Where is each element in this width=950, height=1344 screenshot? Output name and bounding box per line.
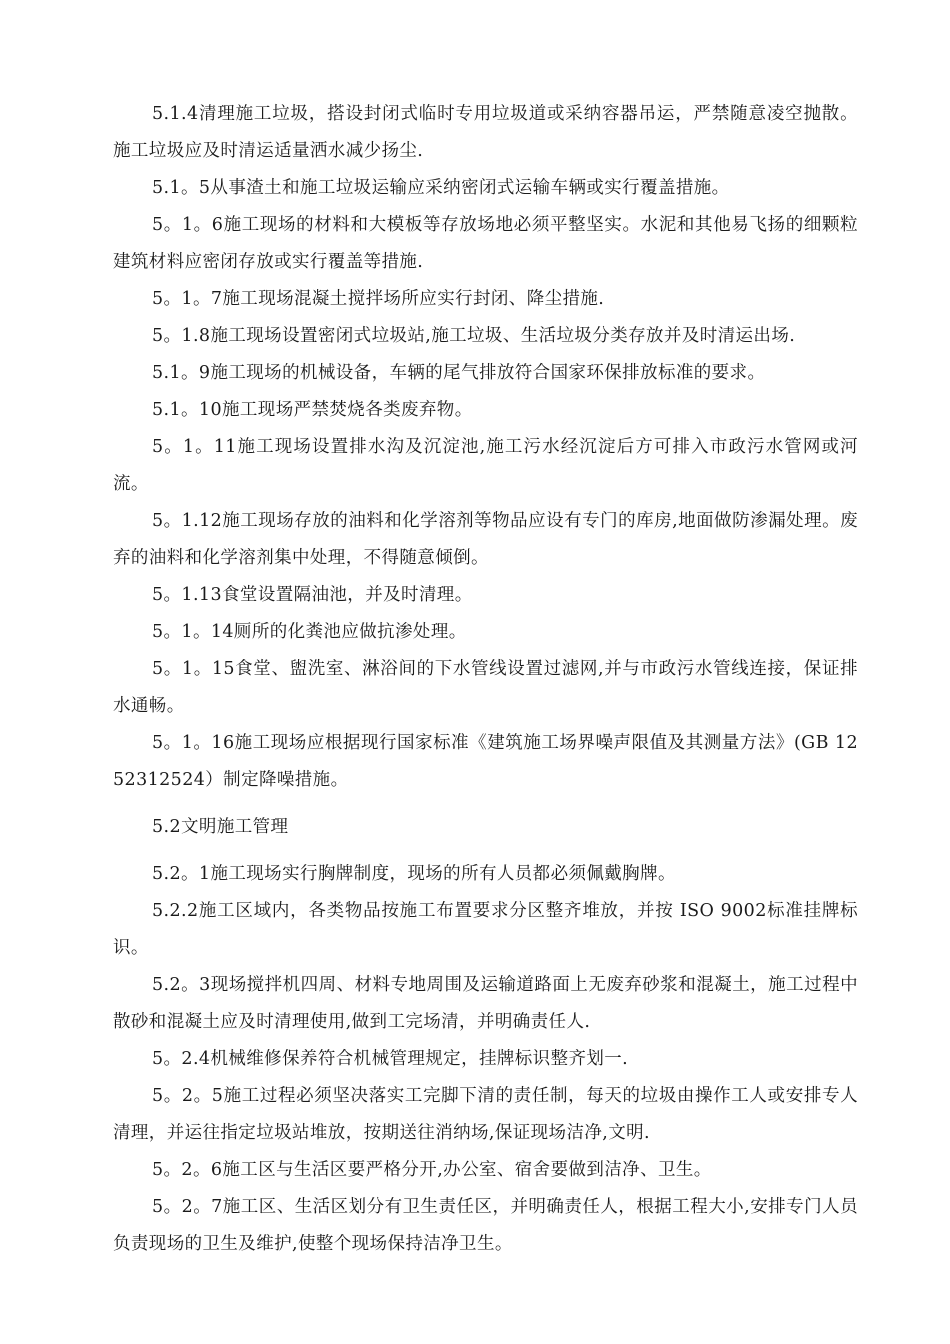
paragraph-5-1-14: 5。1。14厕所的化粪池应做抗渗处理。: [152, 622, 467, 642]
document-body: [113, 96, 858, 1263]
paragraph-5-1-9: 5.1。9施工现场的机械设备，车辆的尾气排放符合国家环保排放标准的要求。: [152, 363, 766, 383]
paragraph-5-2-3: 5.2。3现场搅拌机四周、材料专地周围及运输道路面上无废弃砂浆和混凝土，施工过程中散砂和混凝土应及时清理使用,做到工完场清，并明确责任人.: [113, 975, 858, 1032]
section-heading-5-2: 5.2文明施工管理: [152, 817, 289, 837]
paragraph-5-2-2: 5.2.2施工区域内，各类物品按施工布置要求分区整齐堆放，并按 ISO 9002标准挂牌标识。: [113, 901, 858, 958]
paragraph-5-1-5: 5.1。5从事渣土和施工垃圾运输应采纳密闭式运输车辆或实行覆盖措施。: [152, 178, 730, 198]
paragraph-5-2-7: 5。2。7施工区、生活区划分有卫生责任区，并明确责任人，根据工程大小,安排专门人员负责现场的卫生及维护,使整个现场保持洁净卫生。: [113, 1197, 858, 1254]
paragraph-5-1-15: 5。1。15食堂、盥洗室、淋浴间的下水管线设置过滤网,并与市政污水管线连接，保证排水通畅。: [113, 659, 858, 716]
paragraph-5-2-6: 5。2。6施工区与生活区要严格分开,办公室、宿舍要做到洁净、卫生。: [152, 1160, 712, 1180]
paragraph-5-1-12: 5。1.12施工现场存放的油料和化学溶剂等物品应设有专门的库房,地面做防渗漏处理。废弃的油料和化学溶剂集中处理，不得随意倾倒。: [113, 511, 858, 568]
paragraph-5-2-1: 5.2。1施工现场实行胸牌制度，现场的所有人员都必须佩戴胸牌。: [152, 864, 676, 884]
paragraph-5-1-10: 5.1。10施工现场严禁焚烧各类废弃物。: [152, 400, 473, 420]
paragraph-5-2-5: 5。2。5施工过程必须坚决落实工完脚下清的责任制，每天的垃圾由操作工人或安排专人清理，并运往指定垃圾站堆放，按期送往消纳场,保证现场洁净,文明.: [113, 1086, 858, 1143]
paragraph-5-1-16: 5。1。16施工现场应根据现行国家标准《建筑施工场界噪声限值及其测量方法》(GB 1252312524）制定降噪措施。: [113, 733, 858, 790]
paragraph-5-2-4: 5。2.4机械维修保养符合机械管理规定，挂牌标识整齐划一.: [152, 1049, 629, 1069]
paragraph-5-1-8: 5。1.8施工现场设置密闭式垃圾站,施工垃圾、生活垃圾分类存放并及时清运出场.: [152, 326, 796, 346]
paragraph-5-1-11: 5。1。11施工现场设置排水沟及沉淀池,施工污水经沉淀后方可排入市政污水管网或河流。: [113, 437, 858, 494]
paragraph-5-1-7: 5。1。7施工现场混凝土搅拌场所应实行封闭、降尘措施.: [152, 289, 605, 309]
paragraph-5-1-4: 5.1.4清理施工垃圾，搭设封闭式临时专用垃圾道或采纳容器吊运，严禁随意凌空抛散。施工垃圾应及时清运适量洒水减少扬尘.: [113, 104, 858, 161]
paragraph-5-1-13: 5。1.13食堂设置隔油池，并及时清理。: [152, 585, 473, 605]
paragraph-5-1-6: 5。1。6施工现场的材料和大模板等存放场地必须平整坚实。水泥和其他易飞扬的细颗粒建筑材料应密闭存放或实行覆盖等措施.: [113, 215, 858, 272]
